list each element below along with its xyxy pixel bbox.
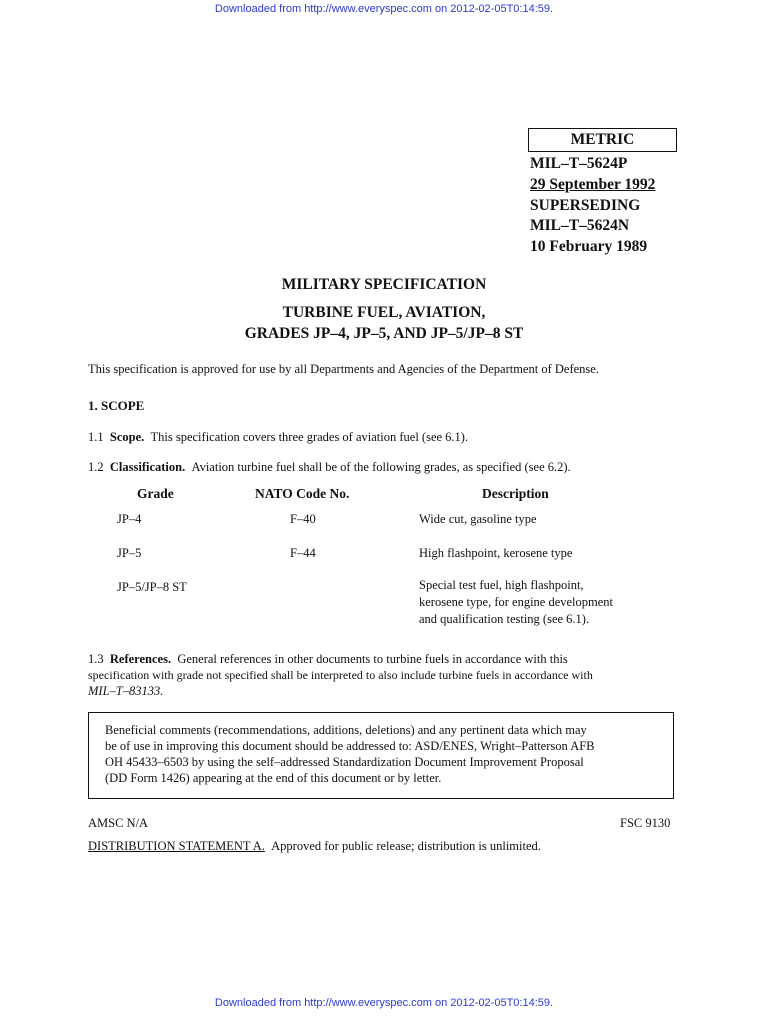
superseded-document-number: MIL–T–5624N: [530, 217, 630, 234]
download-notice-bottom[interactable]: Downloaded from http://www.everyspec.com on 2012-02-05T0:14:59.: [214, 997, 554, 1009]
table-cell-nato: F–44: [290, 546, 316, 560]
table-cell-description: Wide cut, gasoline type: [419, 512, 537, 526]
distribution-statement-text: Approved for public release; distribution is unlimited.: [271, 839, 541, 853]
column-header-grade: Grade: [137, 486, 174, 501]
specification-type: MILITARY SPECIFICATION: [281, 276, 487, 293]
paragraph-1-2: [88, 459, 688, 475]
table-cell-nato: F–40: [290, 512, 316, 526]
title-line-2: GRADES JP–4, JP–5, AND JP–5/JP–8 ST: [244, 325, 524, 342]
table-cell-grade: JP–5/JP–8 ST: [117, 580, 187, 594]
column-header-nato-code: NATO Code No.: [255, 486, 350, 501]
paragraph-1-1-text: This specification covers three grades of aviation fuel (see 6.1).: [150, 430, 469, 444]
comment-line: (DD Form 1426) appearing at the end of this document or by letter.: [105, 771, 442, 785]
paragraph-1-2-number: 1.2: [88, 460, 104, 474]
table-cell-description: kerosene type, for engine development: [419, 595, 614, 609]
distribution-statement-label: DISTRIBUTION STATEMENT A.: [88, 839, 265, 853]
title-line-1: TURBINE FUEL, AVIATION,: [282, 304, 486, 321]
comment-line: OH 45433–6503 by using the self–addressed Standardization Document Improvement Proposal: [105, 755, 584, 769]
paragraph-1-3-title: References.: [109, 652, 172, 666]
approval-statement: This specification is approved for use by all Departments and Agencies of the Department of Defense.: [88, 362, 599, 376]
paragraph-1-2-title: Classification.: [109, 460, 186, 474]
distribution-statement: [88, 838, 708, 854]
amsc-label: AMSC N/A: [88, 816, 149, 830]
paragraph-1-1-title: Scope.: [109, 430, 145, 444]
paragraph-1-1: [88, 429, 688, 445]
document-number: MIL–T–5624P: [530, 155, 628, 172]
beneficial-comments-box: [88, 712, 674, 799]
paragraph-1-2-text: Aviation turbine fuel shall be of the following grades, as specified (see 6.2).: [191, 460, 571, 474]
paragraph-1-3-line-2: specification with grade not specified shall be interpreted to also include turbine fuels in accordance with: [88, 668, 593, 682]
comment-line: be of use in improving this document should be addressed to: ASD/ENES, Wright–Patterson AFB: [105, 739, 595, 753]
superseded-document-date: 10 February 1989: [530, 238, 648, 255]
section-scope-heading: 1. SCOPE: [88, 398, 145, 413]
comment-line: Beneficial comments (recommendations, additions, deletions) and any pertinent data which may: [105, 723, 587, 737]
download-notice-top[interactable]: Downloaded from http://www.everyspec.com on 2012-02-05T0:14:59.: [214, 3, 554, 15]
metric-label: METRIC: [528, 128, 677, 152]
paragraph-1-3-number: 1.3: [88, 652, 104, 666]
paragraph-1-3-line-1: [88, 651, 688, 667]
document-date: 29 September 1992: [530, 176, 656, 193]
paragraph-1-3: [88, 651, 688, 699]
fsc-label: FSC 9130: [620, 816, 671, 830]
table-cell-grade: JP–5: [117, 546, 142, 560]
paragraph-1-1-number: 1.1: [88, 430, 104, 444]
table-cell-description: High flashpoint, kerosene type: [419, 546, 573, 560]
paragraph-1-3-text: General references in other documents to turbine fuels in accordance with this: [177, 652, 568, 666]
superseding-label: SUPERSEDING: [530, 197, 641, 214]
table-cell-grade: JP–4: [117, 512, 142, 526]
column-header-description: Description: [482, 486, 549, 501]
table-cell-description: Special test fuel, high flashpoint,: [419, 578, 584, 592]
reference-mil-t-83133: MIL–T–83133.: [88, 684, 164, 698]
table-cell-description: and qualification testing (see 6.1).: [419, 612, 590, 626]
